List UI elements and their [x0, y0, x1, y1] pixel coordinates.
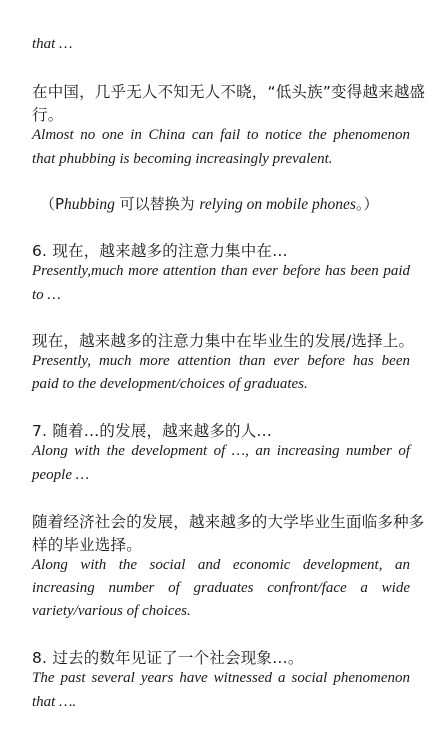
heading-item-8: 8. 过去的数年见证了一个社会现象…。: [32, 649, 304, 667]
text-line-en-phubbing-1: Almost no one in China can fail to notice the phenomenon: [32, 127, 410, 143]
text-line-zh-economy-2: 样的毕业选择。: [32, 536, 142, 554]
text-line-en-economy-1: Along with the social and economic development, an: [32, 557, 410, 573]
text-line-en-graduates-2: paid to the development/choices of graduates.: [32, 376, 308, 392]
note-mid: 可以替换为: [114, 195, 200, 213]
text-line-en-economy-2: increasing number of graduates confront/face a wide: [32, 580, 410, 596]
text-line-that: that …: [32, 36, 73, 52]
text-line-en-witnessed-1: The past several years have witnessed a social phenomenon: [32, 670, 410, 686]
note-replacement: relying on mobile phones: [199, 196, 356, 213]
text-line-en-witnessed-2: that ….: [32, 694, 77, 710]
text-line-en-graduates-1: Presently, much more attention than ever before has been: [32, 353, 410, 369]
text-line-en-economy-3: variety/various of choices.: [32, 603, 191, 619]
text-line-en-attention-2: to …: [32, 287, 61, 303]
note-close: 。）: [355, 195, 379, 213]
text-line-en-phubbing-2: that phubbing is becoming increasingly prevalent.: [32, 151, 333, 167]
text-line-en-along-1: Along with the development of …, an increasing number of: [32, 443, 410, 459]
note-line: [40, 193, 378, 214]
note-open: （P: [40, 195, 65, 213]
text-line-zh-graduates: 现在，越来越多的注意力集中在毕业生的发展/选择上。: [32, 332, 415, 350]
text-line-zh-phubbing-1: 在中国，几乎无人不知无人不晓，“低头族”变得越来越盛: [32, 83, 426, 101]
heading-item-6: 6. 现在，越来越多的注意力集中在…: [32, 242, 288, 260]
text-line-en-along-2: people …: [32, 467, 90, 483]
text-line-zh-economy-1: 随着经济社会的发展，越来越多的大学毕业生面临多种多: [32, 513, 425, 531]
note-term: hubbing: [64, 196, 115, 213]
heading-item-7: 7. 随着…的发展，越来越多的人…: [32, 422, 273, 440]
text-line-en-attention-1: Presently,much more attention than ever before has been paid: [32, 263, 410, 279]
text-line-zh-phubbing-2: 行。: [32, 106, 64, 124]
